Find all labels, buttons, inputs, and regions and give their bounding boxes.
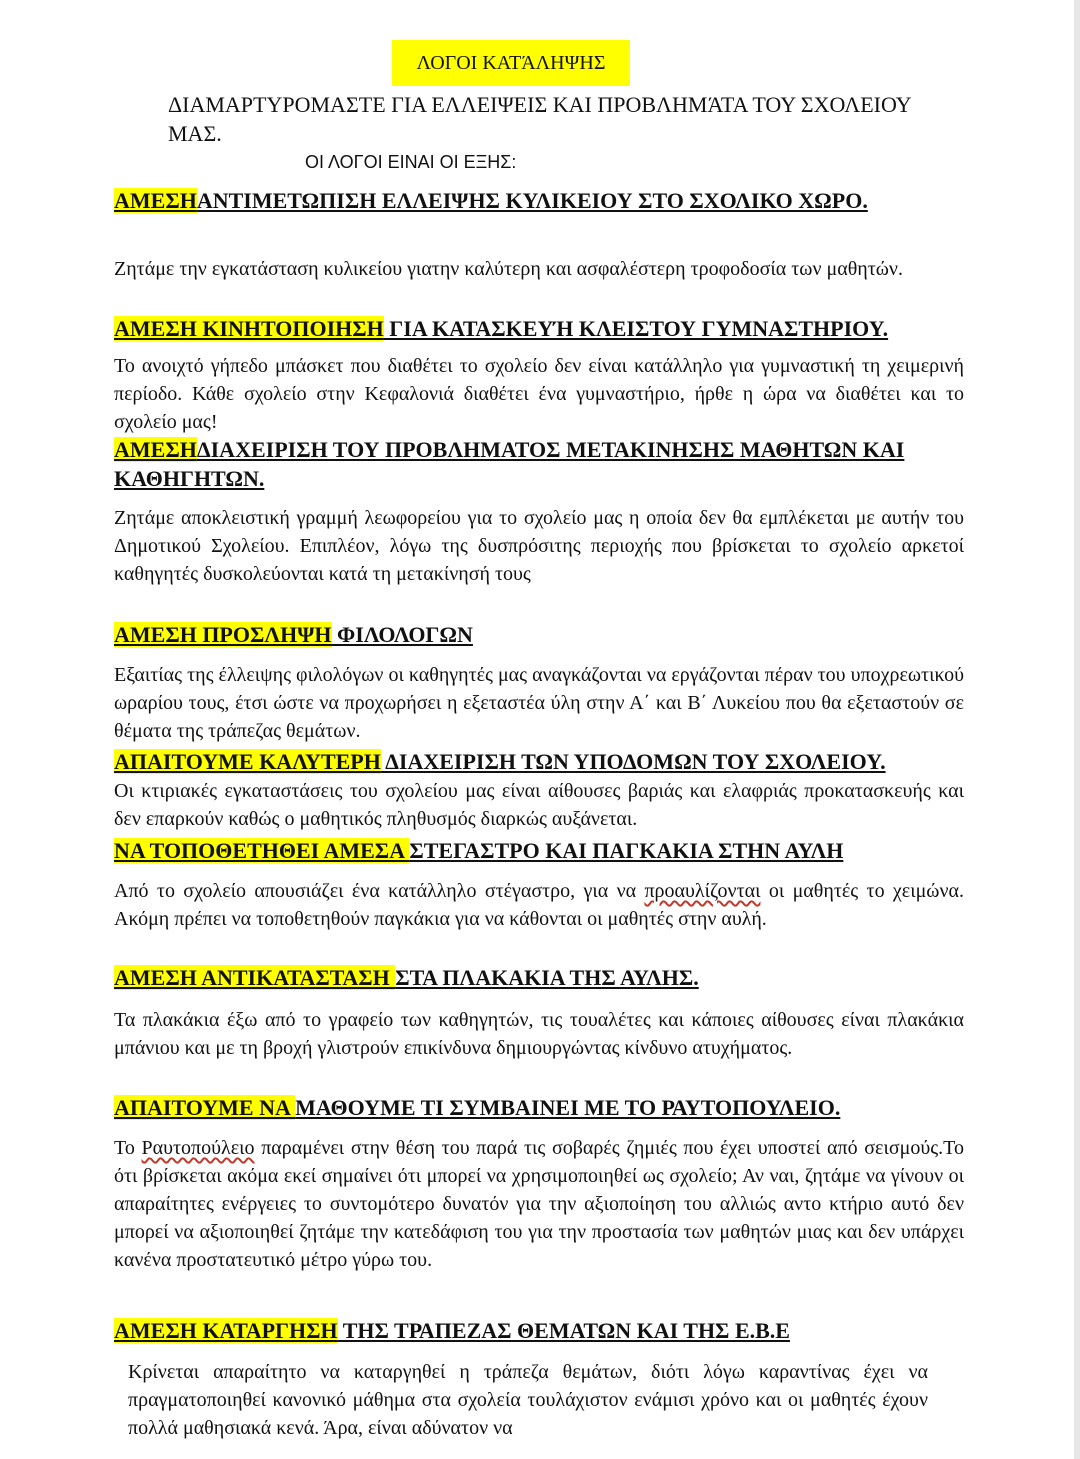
document-title: ΛΟΓΟΙ ΚΑΤΆΛΗΨΗΣ: [392, 40, 630, 86]
section-body-raftopouleio: [114, 1134, 964, 1274]
heading-text: ΦΙΛΟΛΟΓΩΝ: [331, 622, 473, 647]
heading-highlight: ΑΜΕΣΗ ΠΡΟΣΛΗΨΗ: [114, 622, 332, 647]
heading-text: ΜΑΘΟΥΜΕ ΤΙ ΣΥΜΒΑΙΝΕΙ ΜΕ ΤΟ ΡΑΥΤΟΠΟΥΛΕΙΟ.: [295, 1095, 841, 1120]
heading-highlight: ΑΠΑΙΤΟΥΜΕ ΚΑΛΥΤΕΡΗ: [114, 749, 381, 774]
body-text: Το: [114, 1137, 142, 1159]
heading-text: ΑΝΤΙΜΕΤΩΠΙΣΗ ΕΛΛΕΙΨΗΣ ΚΥΛΙΚΕΙΟΥ ΣΤΟ ΣΧΟΛΙΚΟ ΧΩΡΟ.: [196, 188, 868, 213]
section-body-transport: Ζητάμε αποκλειστική γραμμή λεωφορείου για το σχολείο μας η οποία δεν θα εμπλέκεται με αυτήν του Δημοτικού Σχολείου. Επιπλέον, λόγω της δυσπρόσιτης περιοχής που βρίσκεται το σχολείο αρκετοί καθηγητές δυσκολεύονται κατά τη μετακίνησή τους: [114, 507, 964, 585]
section-heading-tiles: [114, 963, 994, 992]
section-body-teachers: Εξαιτίας της έλλειψης φιλολόγων οι καθηγητές μας αναγκάζονται να εργάζονται πέραν του υποχρεωτικού ωραρίου τους, έτσι ώστε να προχωρήσει η εξεταστέα ύλη στην Α΄ και Β΄ Λυκείου που θα εξεταστούν σε θέματα της τράπεζας θεμάτων.: [114, 664, 964, 742]
heading-highlight: ΑΜΕΣΗ: [114, 437, 197, 462]
section-heading-kiosk: [114, 186, 994, 215]
heading-highlight: ΑΠΑΙΤΟΥΜΕ ΝΑ: [114, 1095, 296, 1120]
heading-highlight: ΑΜΕΣΗ: [114, 188, 197, 213]
spellcheck-word: προαυλίζονται: [644, 880, 761, 902]
spellcheck-word: Ραυτοπούλειο: [141, 1137, 255, 1159]
section-heading-transport: [114, 435, 994, 493]
section-heading-gym: [114, 314, 994, 343]
section-body-infrastructure: Οι κτιριακές εγκαταστάσεις του σχολείου μας είναι αίθουσες βαριάς και ελαφριάς προκατασκευής και δεν επαρκούν καθώς ο μαθητικός πληθυσμός διαρκώς αυξάνεται.: [114, 780, 964, 830]
heading-text: ΔΙΑΧΕΙΡΙΣΗ ΤΟΥ ΠΡΟΒΛΗΜΑΤΟΣ ΜΕΤΑΚΙΝΗΣΗΣ ΜΑΘΗΤΩΝ ΚΑΙ ΚΑΘΗΓΗΤΩΝ.: [114, 437, 905, 491]
body-text: Από το σχολείο απουσιάζει ένα κατάλληλο στέγαστρο, για να: [114, 880, 645, 902]
body-text: οι μαθητές το χειμώνα. Ακόμη πρέπει να τοποθετηθούν παγκάκια για να κάθονται οι μαθητές στην αυλή.: [114, 880, 964, 930]
section-body-gym: Το ανοιχτό γήπεδο μπάσκετ που διαθέτει το σχολείο δεν είναι κατάλληλο για γυμναστική τη χειμερινή περίοδο. Κάθε σχολείο στην Κεφαλονιά διαθέτει ένα γυμναστήριο, ήρθε η ώρα να διαθέτει και το σχολείο μας!: [114, 355, 964, 433]
intro-text: ΔΙΑΜΑΡΤΥΡΟΜΑΣΤΕ ΓΙΑ ΕΛΛΕΙΨΕΙΣ ΚΑΙ ΠΡΟΒΛΗΜΆΤΑ ΤΟΥ ΣΧΟΛΕΙΟΥ ΜΑΣ.: [168, 92, 911, 146]
section-body-shelter: [114, 877, 964, 933]
body-text: παραμένει στην θέση του παρά τις σοβαρές ζημιές που έχει υποστεί από σεισμούς.Το ότι βρίσκεται ακόμα εκεί σημαίνει ότι μπορεί να χρησιμοποιηθεί ως σχολείο; Αν ναι, ζητάμε να γίνουν οι απαραίτητες ενέργειες το συντομότερο δυνατόν για την αξιοποίηση του αλλιώς αντο κτήριο αυτό δεν μπορεί να αξιοποιηθεί ζητάμε την κατεδάφιση του για την προστασία των μαθητών μιας και δεν υπάρχει κανένα προστατευτικό μέτρο γύρω του.: [114, 1137, 964, 1271]
heading-highlight: ΑΜΕΣΗ ΚΙΝΗΤΟΠΟΙΗΣΗ: [114, 316, 384, 341]
heading-text: ΣΤΕΓΑΣΤΡΟ ΚΑΙ ΠΑΓΚΑΚΙΑ ΣΤΗΝ ΑΥΛΗ: [409, 838, 844, 863]
heading-highlight: ΑΜΕΣΗ ΑΝΤΙΚΑΤΑΣΤΑΣΗ: [114, 965, 396, 990]
section-heading-shelter: [114, 836, 994, 865]
section-heading-raftopouleio: [114, 1093, 994, 1122]
section-body-kiosk: Ζητάμε την εγκατάσταση κυλικείου γιατην καλύτερη και ασφαλέστερη τροφοδοσία των μαθητών.: [114, 258, 903, 280]
section-body-question-bank: Κρίνεται απαραίτητο να καταργηθεί η τράπεζα θεμάτων, διότι λόγω καραντίνας έχει να πραγματοποιηθεί κανονικό μάθημα στα σχολεία τουλάχιστον ενάμισι χρόνο και οι μαθητές έχουν πολλά μαθησιακά κενά. Άρα, είναι αδύνατον να: [128, 1361, 928, 1439]
section-heading-question-bank: [114, 1316, 994, 1345]
heading-text: ΤΗΣ ΤΡΑΠΕΖΑΣ ΘΕΜΑΤΩΝ ΚΑΙ ΤΗΣ Ε.Β.Ε: [337, 1318, 790, 1343]
heading-text: ΓΙΑ ΚΑΤΑΣΚΕΥΉ ΚΛΕΙΣΤΟΥ ΓΥΜΝΑΣΤΗΡΙΟΥ.: [383, 316, 889, 341]
heading-highlight: ΝΑ ΤΟΠΟΘΕΤΗΘΕΙ ΑΜΕΣΑ: [114, 838, 410, 863]
subtitle: ΟΙ ΛΟΓΟΙ ΕΙΝΑΙ ΟΙ ΕΞΗΣ:: [305, 152, 517, 172]
heading-highlight: ΑΜΕΣΗ ΚΑΤΑΡΓΗΣΗ: [114, 1318, 338, 1343]
section-heading-teachers: [114, 620, 994, 649]
section-body-tiles: Τα πλακάκια έξω από το γραφείο των καθηγητών, τις τουαλέτες και κάποιες αίθουσες είναι πλακάκια μπάνιου και με τη βροχή γλιστρούν επικίνδυνα δημιουργώντας κίνδυνο ατυχήματος.: [114, 1009, 964, 1059]
section-heading-infrastructure: [114, 747, 994, 776]
heading-text: ΣΤΑ ΠΛΑΚΑΚΙΑ ΤΗΣ ΑΥΛΗΣ.: [395, 965, 699, 990]
heading-text: ΔΙΑΧΕΙΡΙΣΗ ΤΩΝ ΥΠΟΔΟΜΩΝ ΤΟΥ ΣΧΟΛΕΙΟΥ.: [380, 749, 886, 774]
scrollbar[interactable]: [1074, 0, 1080, 1459]
